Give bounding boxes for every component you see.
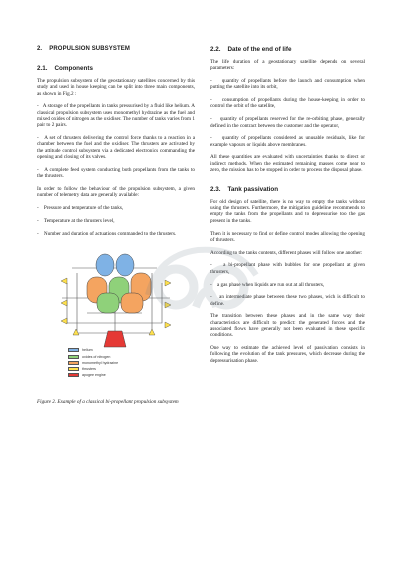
legend-swatch <box>68 367 79 371</box>
list-item: - quantity of propellants reserved for the re-orbiting phase, generally defined in the contract between the customer and the operator, <box>210 116 365 129</box>
right-column <box>210 46 365 371</box>
thruster <box>61 300 67 306</box>
list-item: - an intermediate phase between these two phases, wich is difficult to define. <box>210 294 365 307</box>
list-item: - A set of thrusters delivering the control force thanks to a reaction in a chamber between the fuel and the oxidiser. The thrusters are activated by the attitude control subsystem via a dedicated electronics commanding the opening and closing of its valves. <box>37 135 195 160</box>
list-item: - a gas phase when liquids are run out at all thrusters, <box>210 281 325 288</box>
legend-swatch <box>68 348 79 352</box>
propulsion-schematic <box>37 243 195 348</box>
list-item: - Pressure and temperature of the tanks, <box>37 204 124 211</box>
apogee-engine <box>104 331 126 347</box>
paragraph: According to the tanks contents, different phases will follow one another: <box>210 249 363 256</box>
list-item: - A complete feed system conducting both propellants from the tanks to the thrusters. <box>37 166 195 180</box>
thruster <box>165 322 171 328</box>
legend-swatch <box>68 361 79 365</box>
thruster <box>73 329 79 335</box>
paragraph: One way to estimate the achieved level of passivation consists in following the evolution of the tank pressures, which decrease during the depressurisation phase. <box>210 345 365 364</box>
legend-swatch <box>68 355 79 359</box>
thruster <box>165 302 171 308</box>
subsection-heading-tank-passivation: 2.3. Tank passivation <box>210 185 279 193</box>
paragraph: For old design of satellite, there is no way to empty the tanks without using the thrusters. Furthermore, the mitigation guideline recommends to empty the tanks from the propellants and to depressurise too the gas present in the tanks. <box>210 198 365 224</box>
paragraph: The life duration of a geostationary satellite depends on several parameters: <box>210 59 365 72</box>
legend-label: monomethyl hydrazine <box>82 360 119 365</box>
thruster <box>149 329 155 335</box>
subsection-heading-components: 2.1. Components <box>37 65 93 72</box>
thruster <box>61 318 67 324</box>
helium-tank <box>96 254 114 276</box>
figure-legend <box>68 347 128 378</box>
list-item: - A storage of the propellants in tanks pressurised by a fluid like helium. A classical propulsion subsystem uses monomethyl hydrazine as the fuel and mixed oxides of nitrogen as the oxidiser. The number of tanks varies from 1 pair to 2 pairs. <box>37 103 195 129</box>
legend-label: oxides of nitrogen <box>82 354 111 359</box>
paragraph: Then it is necessary to find or define control modes allowing the opening of thrusters. <box>210 230 365 243</box>
mmh-tank <box>121 293 143 313</box>
propulsion-diagram-figure <box>37 243 195 393</box>
section-heading-propulsion: 2. PROPULSION SUBSYSTEM <box>37 46 130 52</box>
legend-label: helium <box>82 348 93 353</box>
paragraph: In order to follow the behaviour of the propulsion subsystem, a given number of telemetry data are generally available: <box>37 185 195 199</box>
left-column <box>37 46 195 406</box>
paragraph: The propulsion subsystem of the geostationary satellites concerned by this study and used in house keeping can be split into three main components, as shown in Fig.2 : <box>37 78 195 97</box>
list-item: - a bi-propellant phase with bubbles for one propellant at given thrusters, <box>210 262 365 275</box>
list-item: - quantity of propellants before the launch and consumption when putting the satellite into its orbit, <box>210 78 365 91</box>
list-item: - Number and duration of actuations commanded to the thrusters. <box>37 230 177 237</box>
list-item: - consumption of propellants during the house-keeping in order to control the orbit of the satellite, <box>210 97 365 110</box>
helium-tank <box>116 254 134 276</box>
list-item: - Temperature at the thrusters level, <box>37 217 115 224</box>
subsection-heading-end-of-life: 2.2. Date of the end of life <box>210 46 292 53</box>
legend-label: thrusters <box>82 367 96 371</box>
legend-swatch <box>68 373 79 377</box>
oxidiser-tank <box>97 293 119 313</box>
paragraph: The transition between these phases and in the same way their characteristics are difficult to predict: the generated forces and the associated flows have generally not been evaluated in these specific conditions. <box>210 313 365 339</box>
figure-caption: Figure 2. Example of a classical bi-propellant propulsion subsystem <box>37 399 179 406</box>
legend-label: apogee engine <box>82 373 106 378</box>
legend-item <box>68 372 128 378</box>
paragraph: All these quantities are evaluated with uncertainties thanks to direct or indirect methods. When the estimated remaining masses come near to zero, the mission has to be stopped in order to process the disposal phase. <box>210 154 365 174</box>
thruster <box>61 278 67 284</box>
list-item: - quantity of propellants considered as unusable residuals, like for example vapours or liquids above membranes. <box>210 135 365 148</box>
thruster <box>165 280 171 286</box>
